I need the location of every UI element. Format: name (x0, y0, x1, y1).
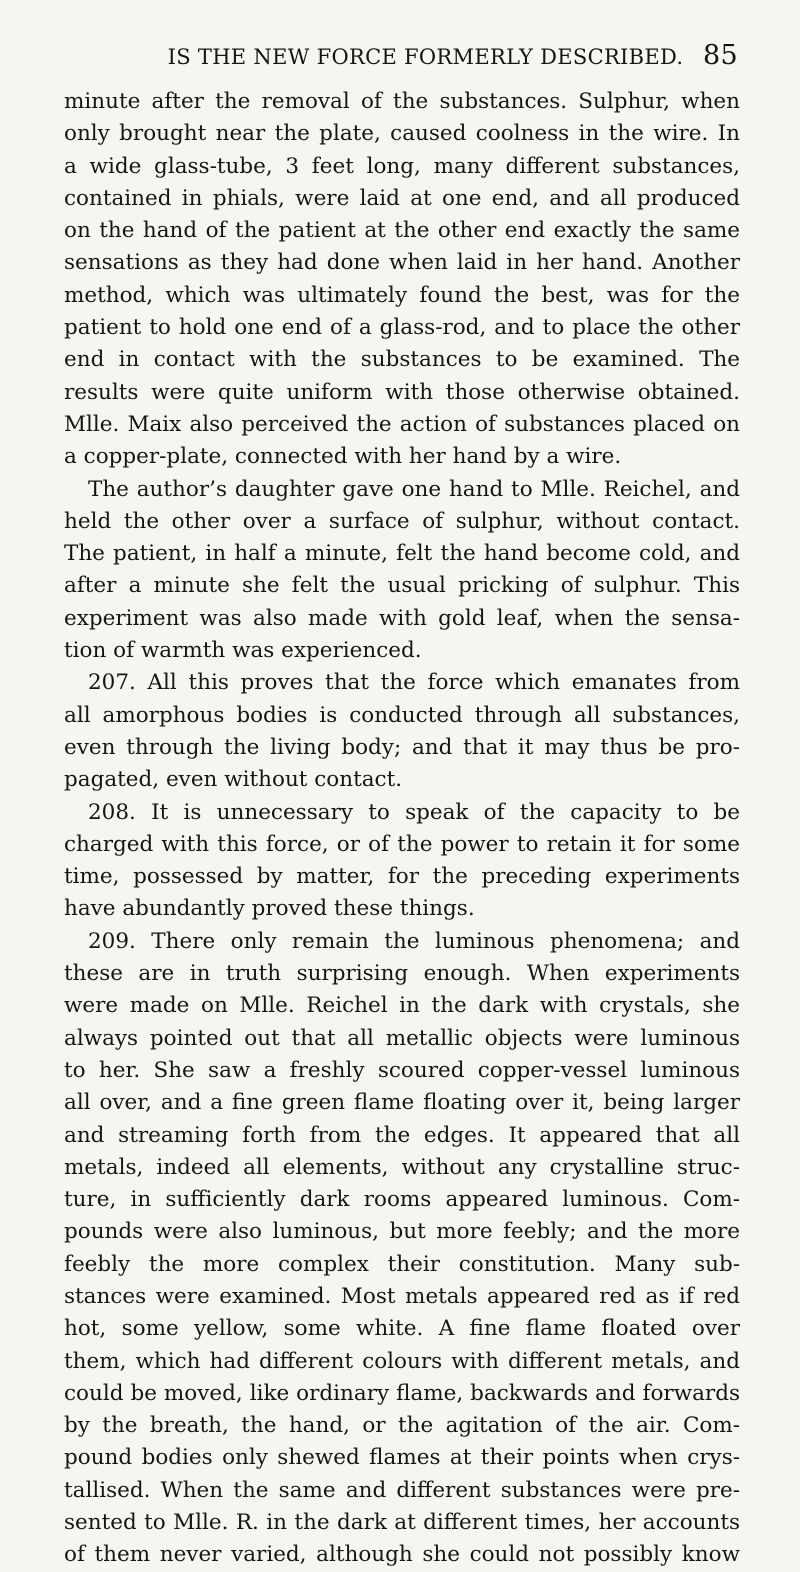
text-line: tallised. When the same and different substances were pre- (64, 1477, 740, 1503)
text-line: a wide glass-tube, 3 feet long, many different substances, (64, 153, 740, 179)
body-text (64, 86, 740, 1572)
running-title: IS THE NEW FORCE FORMERLY DESCRIBED. (167, 45, 684, 69)
text-line: on the hand of the patient at the other end exactly the same (64, 218, 740, 244)
text-line: minute after the removal of the substances. Sulphur, when (64, 89, 740, 114)
text-line: 209. There only remain the luminous phenomena; and (88, 928, 740, 954)
text-line: have abundantly proved these things. (64, 896, 475, 922)
text-line: feebly the more complex their constitution. Many sub- (64, 1251, 740, 1277)
text-line: charged with this force, or of the power to retain it for some (64, 831, 740, 857)
text-line: pound bodies only shewed flames at their points when crys- (64, 1445, 740, 1471)
text-line: The author’s daughter gave one hand to Mlle. Reichel, and (88, 476, 740, 502)
text-line: of them never varied, although she could not possibly know (64, 1542, 740, 1568)
text-line: contained in phials, were laid at one end, and all produced (64, 185, 740, 211)
text-line: Mlle. Maix also perceived the action of substances placed on (64, 411, 740, 437)
text-line: always pointed out that all metallic objects were luminous (64, 1025, 740, 1051)
text-line: only brought near the plate, caused coolness in the wire. In (64, 121, 740, 147)
text-line: method, which was ultimately found the best, was for the (64, 282, 740, 308)
text-line: ture, in sufficiently dark rooms appeared luminous. Com- (64, 1187, 740, 1213)
text-line: sented to Mlle. R. in the dark at different times, her accounts (64, 1510, 740, 1536)
text-line: 208. It is unnecessary to speak of the capacity to be (88, 799, 740, 825)
text-line: experiment was also made with gold leaf, when the sensa- (64, 605, 740, 631)
text-line: hot, some yellow, some white. A fine flame floated over (64, 1316, 740, 1342)
text-line: all over, and a fine green flame floating over it, being larger (64, 1090, 740, 1116)
text-line: them, which had different colours with different metals, and (64, 1348, 740, 1374)
text-line: patient to hold one end of a glass-rod, and to place the other (64, 315, 740, 341)
text-line: a copper-plate, connected with her hand by a wire. (64, 444, 622, 470)
text-line: pounds were also luminous, but more feebly; and the more (64, 1219, 740, 1245)
text-line: and streaming forth from the edges. It appeared that all (64, 1122, 740, 1148)
text-line: The patient, in half a minute, felt the hand become cold, and (64, 541, 740, 567)
text-line: metals, indeed all elements, without any crystalline struc- (64, 1154, 740, 1180)
text-line: these are in truth surprising enough. When experiments (64, 961, 740, 987)
text-line: tion of warmth was experienced. (64, 638, 422, 664)
page-header (64, 40, 738, 71)
text-line: even through the living body; and that it may thus be pro- (64, 734, 740, 760)
text-line: by the breath, the hand, or the agitation of the air. Com- (64, 1413, 740, 1439)
page-number: 85 (703, 40, 738, 71)
text-line: 207. All this proves that the force which emanates from (88, 670, 740, 696)
text-line: could be moved, like ordinary flame, backwards and forwards (64, 1380, 740, 1406)
text-line: all amorphous bodies is conducted through all substances, (64, 702, 740, 728)
text-line: were made on Mlle. Reichel in the dark with crystals, she (64, 993, 740, 1019)
text-line: time, possessed by matter, for the preceding experiments (64, 864, 740, 890)
text-line: pagated, even without contact. (64, 767, 403, 793)
text-line: stances were examined. Most metals appeared red as if red (64, 1283, 740, 1309)
text-line: sensations as they had done when laid in her hand. Another (64, 250, 740, 276)
text-line: results were quite uniform with those otherwise obtained. (64, 379, 740, 405)
text-line: after a minute she felt the usual pricking of sulphur. This (64, 573, 740, 599)
text-line: to her. She saw a freshly scoured copper-vessel luminous (64, 1057, 740, 1083)
text-line: end in contact with the substances to be examined. The (64, 347, 740, 373)
text-line: held the other over a surface of sulphur, without contact. (64, 508, 740, 534)
